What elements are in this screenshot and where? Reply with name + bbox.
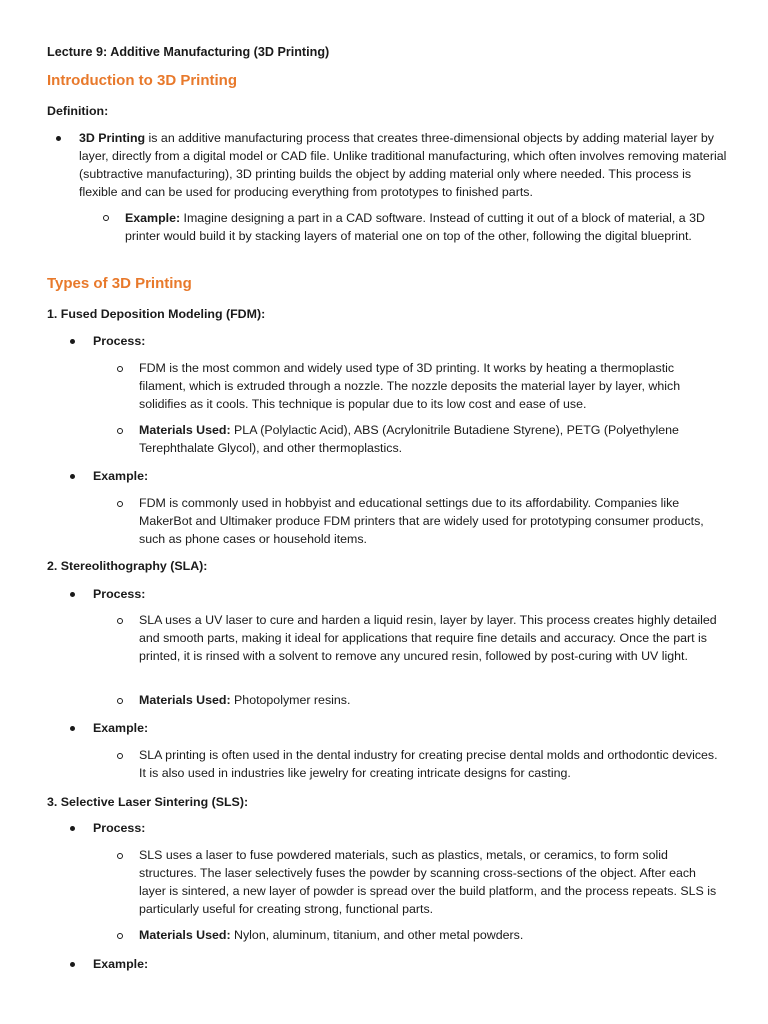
fdm-materials-label: Materials Used: bbox=[139, 423, 231, 437]
fdm-title: 1. Fused Deposition Modeling (FDM): bbox=[47, 307, 266, 321]
term-3d-printing: 3D Printing bbox=[79, 131, 146, 145]
bullet-circle bbox=[117, 428, 123, 434]
types-heading: Types of 3D Printing bbox=[47, 275, 192, 292]
sls-process-text: SLS uses a laser to fuse powdered materials, such as plastics, metals, or ceramics, to form solid structures. The laser selectively fuses the powder by scanning cross-sections of the object. After each layer is sintered, a new layer of powder is spread over the build platform, and the process repeats. SLS is particularly useful for creating strong, functional parts. bbox=[139, 848, 717, 916]
bullet-dot bbox=[70, 726, 75, 731]
sls-materials-paragraph bbox=[139, 926, 719, 944]
lecture-title: Lecture 9: Additive Manufacturing (3D Printing) bbox=[47, 45, 330, 59]
fdm-process-text: FDM is the most common and widely used type of 3D printing. It works by heating a thermoplastic filament, which is extruded through a nozzle. The nozzle deposits the material layer by layer, which solidifies as it cools. This technique is popular due to its low cost and ease of use. bbox=[139, 361, 681, 411]
sls-materials-text: Nylon, aluminum, titanium, and other metal powders. bbox=[230, 928, 524, 942]
sls-process-label: Process: bbox=[93, 821, 146, 835]
sla-example-label: Example: bbox=[93, 721, 149, 735]
intro-heading: Introduction to 3D Printing bbox=[47, 72, 237, 89]
bullet-dot bbox=[70, 339, 75, 344]
definition-text: is an additive manufacturing process that creates three-dimensional objects by adding material layer by layer, directly from a digital model or CAD file. Unlike traditional manufacturing, which often involves removing material (subtractive manufacturing), 3D printing builds the object by adding material only where needed. This process is flexible and can be used for producing everything from prototypes to finished parts. bbox=[79, 131, 727, 199]
bullet-dot bbox=[56, 136, 61, 141]
sla-process-label: Process: bbox=[93, 587, 146, 601]
bullet-circle bbox=[117, 933, 123, 939]
bullet-circle bbox=[117, 366, 123, 372]
intro-example-label: Example: bbox=[125, 211, 181, 225]
sls-title: 3. Selective Laser Sintering (SLS): bbox=[47, 795, 249, 809]
fdm-materials-text: PLA (Polylactic Acid), ABS (Acrylonitrile Butadiene Styrene), PETG (Polyethylene Terephthalate Glycol), and other thermoplastics. bbox=[139, 423, 679, 455]
sla-materials-paragraph bbox=[139, 691, 719, 709]
sla-title: 2. Stereolithography (SLA): bbox=[47, 559, 208, 573]
fdm-example-text: FDM is commonly used in hobbyist and educational settings due to its affordability. Companies like MakerBot and Ultimaker produce FDM printers that are widely used for prototyping consumer products, such as phone cases or household items. bbox=[139, 496, 704, 546]
bullet-circle bbox=[117, 501, 123, 507]
sla-example-text: SLA printing is often used in the dental industry for creating precise dental molds and orthodontic devices. It is also used in industries like jewelry for creating intricate designs for casting. bbox=[139, 748, 718, 780]
bullet-dot bbox=[70, 592, 75, 597]
fdm-materials-paragraph bbox=[139, 421, 719, 457]
bullet-circle bbox=[117, 618, 123, 624]
definition-paragraph bbox=[79, 129, 729, 201]
sls-materials-label: Materials Used: bbox=[139, 928, 231, 942]
bullet-dot bbox=[70, 962, 75, 967]
bullet-dot bbox=[70, 826, 75, 831]
fdm-process-label: Process: bbox=[93, 334, 146, 348]
bullet-circle bbox=[103, 215, 109, 221]
definition-label: Definition: bbox=[47, 104, 109, 118]
sls-example-label: Example: bbox=[93, 957, 149, 971]
bullet-circle bbox=[117, 698, 123, 704]
intro-example-text: Imagine designing a part in a CAD software. Instead of cutting it out of a block of material, a 3D printer would build it by stacking layers of material one on top of the other, following the digital blueprint. bbox=[125, 211, 705, 243]
bullet-dot bbox=[70, 474, 75, 479]
bullet-circle bbox=[117, 853, 123, 859]
sla-materials-label: Materials Used: bbox=[139, 693, 231, 707]
bullet-circle bbox=[117, 753, 123, 759]
intro-example-paragraph bbox=[125, 209, 725, 245]
fdm-example-label: Example: bbox=[93, 469, 149, 483]
sla-process-text: SLA uses a UV laser to cure and harden a liquid resin, layer by layer. This process creates highly detailed and smooth parts, making it ideal for applications that require fine details and accuracy. Once the part is printed, it is rinsed with a solvent to remove any uncured resin, followed by post-curing with UV light. bbox=[139, 613, 717, 663]
sla-materials-text: Photopolymer resins. bbox=[230, 693, 351, 707]
